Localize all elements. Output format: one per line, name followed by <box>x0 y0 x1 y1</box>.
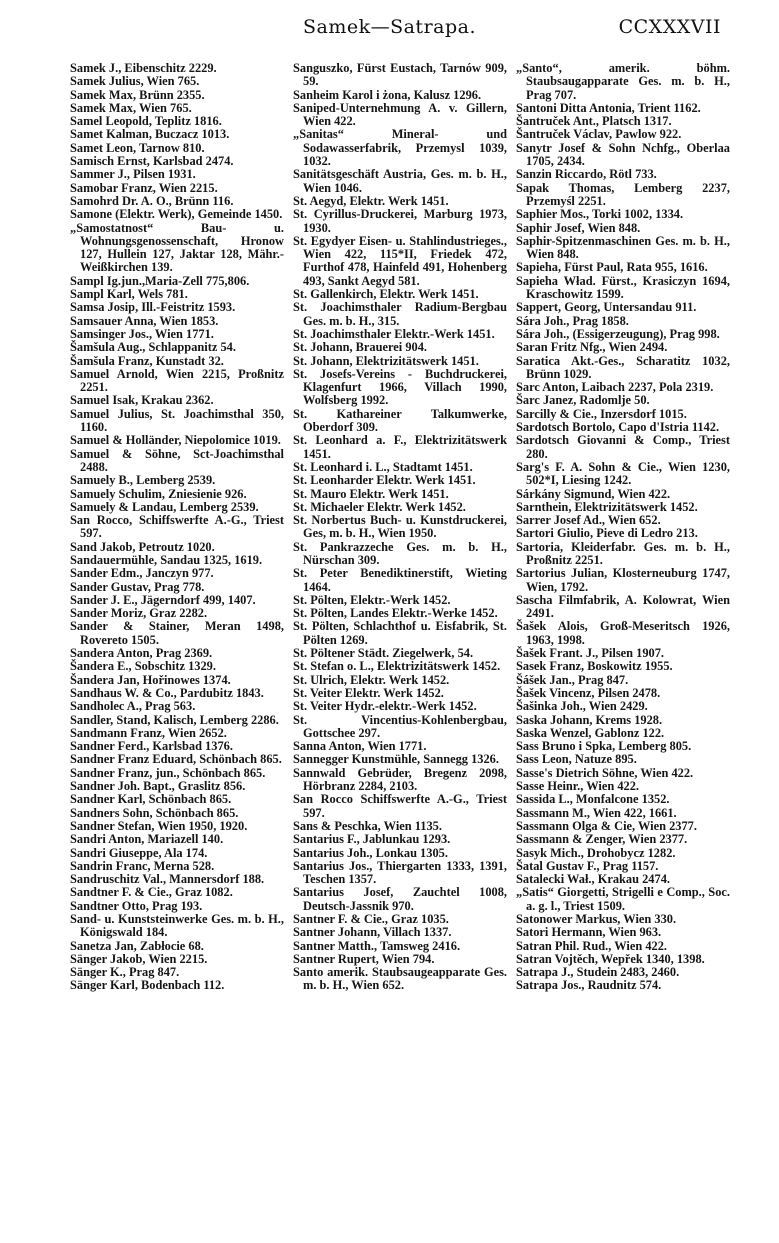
directory-entry: Satonower Markus, Wien 330. <box>516 912 677 926</box>
directory-entry: Sandri Giuseppe, Ala 174. <box>70 845 208 860</box>
directory-entry: San Rocco, Schiffswerfte A.-G., Triest 597. <box>70 513 284 541</box>
directory-entry: Sandners Sohn, Schönbach 865. <box>70 805 239 820</box>
directory-entry: Santarius Josef, Zauchtel 1008, Deutsch-Jassnik 970. <box>293 885 507 913</box>
directory-entry: Saran Fritz Nfg., Wien 2494. <box>516 340 668 355</box>
directory-entry: Santner Rupert, Wien 794. <box>293 951 435 966</box>
directory-entry: Sampl Karl, Wels 781. <box>70 287 188 302</box>
directory-entry: St. Gallenkirch, Elektr. Werk 1451. <box>293 287 479 302</box>
directory-entry: Šamšula Franz, Kunstadt 32. <box>70 353 224 368</box>
directory-entry: Sarg's F. A. Sohn & Cie., Wien 1230, 502*I, Liesing 1242. <box>516 459 730 488</box>
directory-entry: „Santo“, amerik. böhm. Staubsaugapparate Ges. m. b. H., Prag 707. <box>516 61 730 102</box>
directory-entry: Sarc Anton, Laibach 2237, Pola 2319. <box>516 380 714 395</box>
directory-entry: Šašinka Joh., Wien 2429. <box>516 699 648 714</box>
directory-entry: Satran Phil. Rud., Wien 422. <box>516 938 668 953</box>
directory-entry: Sartorius Julian, Klosterneuburg 1747, Wien, 1792. <box>516 566 730 594</box>
directory-entry: Sartori Giulio, Pieve di Ledro 213. <box>516 526 698 541</box>
directory-entry: Samohrd Dr. A. O., Brünn 116. <box>70 193 234 208</box>
directory-entry: Satrapa Jos., Raudnitz 574. <box>516 978 662 993</box>
directory-entry: Sarcilly & Cie., Inzersdorf 1015. <box>516 406 687 421</box>
directory-entry: Santo amerik. Staubsaugeapparate Ges. m. b. H., Wien 652. <box>293 965 507 993</box>
directory-entry: St. Norbertus Buch- u. Kunstdruckerei, Ges, m. b. H., Wien 1950. <box>293 513 507 541</box>
directory-entry: Sasse Heinr., Wien 422. <box>516 779 640 794</box>
directory-entry: Sandmann Franz, Wien 2652. <box>70 725 227 740</box>
directory-entry: St. Cyrillus-Druckerei, Marburg 1973, 1930. <box>293 207 507 235</box>
directory-entry: Satran Vojtěch, Wepřek 1340, 1398. <box>516 951 705 966</box>
directory-entry: St. Ulrich, Elektr. Werk 1452. <box>293 672 450 687</box>
directory-entry: Saphir-Spitzenmaschinen Ges. m. b. H., Wien 848. <box>516 233 730 262</box>
directory-entry: Santarius Jos., Thiergarten 1333, 1391, Teschen 1357. <box>293 858 507 887</box>
directory-entry: Sander Gustav, Prag 778. <box>70 579 205 594</box>
directory-entry: Sänger Karl, Bodenbach 112. <box>70 978 225 993</box>
directory-entry: Sarrer Josef Ad., Wien 652. <box>516 513 661 528</box>
directory-entry: Šamšula Aug., Schlappanitz 54. <box>70 340 236 355</box>
directory-entry: Sascha Filmfabrik, A. Kolowrat, Wien 2491. <box>516 592 730 621</box>
directory-entry: Santner Johann, Villach 1337. <box>293 925 452 940</box>
directory-entry: Sára Joh., (Essigerzeugung), Prag 998. <box>516 326 720 341</box>
directory-entry: „Satis“ Giorgetti, Strigelli e Comp., Soc. a. g. l., Triest 1509. <box>516 885 730 913</box>
directory-entry: Sassida L., Monfalcone 1352. <box>516 792 670 807</box>
directory-entry: St. Pölten, Elektr.-Werk 1452. <box>293 592 451 607</box>
directory-entry: Sandera Anton, Prag 2369. <box>70 646 213 661</box>
directory-entry: St. Mauro Elektr. Werk 1451. <box>293 486 449 501</box>
directory-entry: Sandruschitz Val., Mannersdorf 188. <box>70 872 265 887</box>
directory-entry: Sandner Karl, Schönbach 865. <box>70 792 232 807</box>
directory-entry: Šášek Jan., Prag 847. <box>516 672 629 687</box>
directory-entry: Sandner Franz, jun., Schönbach 865. <box>70 765 266 780</box>
directory-entry: Samuel Arnold, Wien 2215, Proßnitz 2251. <box>70 366 284 395</box>
directory-entry: Sandauermühle, Sandau 1325, 1619. <box>70 552 263 567</box>
column-left <box>70 62 284 1232</box>
directory-entry: Santoni Ditta Antonia, Trient 1162. <box>516 100 701 115</box>
directory-entry: Samek J., Eibenschitz 2229. <box>70 61 217 75</box>
directory-entry: Sandtner Otto, Prag 193. <box>70 898 203 913</box>
directory-entry: Sartoria, Kleiderfabr. Ges. m. b. H., Proßnitz 2251. <box>516 539 730 567</box>
directory-entry: Sand Jakob, Petroutz 1020. <box>70 539 215 554</box>
directory-entry: Sassmann & Zenger, Wien 2377. <box>516 832 688 847</box>
directory-entry: Satrapa J., Studein 2483, 2460. <box>516 965 680 980</box>
directory-entry: Santner Matth., Tamsweg 2416. <box>293 938 461 953</box>
directory-entry: Sandri Anton, Mariazell 140. <box>70 832 224 847</box>
directory-entry: Sandner Stefan, Wien 1950, 1920. <box>70 818 248 833</box>
directory-entry: St. Joachimsthaler Elektr.-Werk 1451. <box>293 326 495 341</box>
directory-entry: Sasse's Dietrich Söhne, Wien 422. <box>516 765 694 780</box>
directory-entry: Samsa Josip, Ill.-Feistritz 1593. <box>70 300 236 315</box>
directory-entry: St. Pankrazzeche Ges. m. b. H., Nürschan 309. <box>293 539 507 567</box>
directory-entry: Sardotsch Bortolo, Capo d'Istria 1142. <box>516 420 720 435</box>
directory-entry: Sannegger Kunstmühle, Sannegg 1326. <box>293 752 499 767</box>
directory-entry: Sander & Stainer, Meran 1498, Rovereto 1505. <box>70 619 284 647</box>
page-header <box>0 12 779 42</box>
directory-entry: Saska Wenzel, Gablonz 122. <box>516 725 665 740</box>
directory-entry: Sampl Ig.jun.,Maria-Zell 775,806. <box>70 273 250 288</box>
directory-entry: Samuel Julius, St. Joachimsthal 350, 1160. <box>70 406 284 435</box>
directory-entry: Satalecki Wał., Krakau 2474. <box>516 872 670 887</box>
directory-entry: St. Leonhard i. L., Stadtamt 1451. <box>293 459 473 474</box>
directory-entry: Sandner Ferd., Karlsbad 1376. <box>70 739 233 754</box>
directory-entry: Sass Bruno i Spka, Lemberg 805. <box>516 739 692 754</box>
directory-entry: St. Pöltener Städt. Ziegelwerk, 54. <box>293 646 474 661</box>
directory-entry: St. Veiter Hydr.-elektr.-Werk 1452. <box>293 699 477 714</box>
directory-entry: Šantruček Václav, Pawlow 922. <box>516 127 682 142</box>
directory-entry: Sandtner F. & Cie., Graz 1082. <box>70 885 233 900</box>
directory-entry: Šatal Gustav F., Prag 1157. <box>516 858 659 873</box>
directory-entry: Santner F. & Cie., Graz 1035. <box>293 912 449 926</box>
directory-entry: St. Kathareiner Talkumwerke, Oberdorf 309. <box>293 406 507 435</box>
directory-entry: Šašek Alois, Groß-Meseritsch 1926, 1963, 1998. <box>516 619 730 647</box>
directory-entry: San Rocco Schiffswerfte A.-G., Triest 597. <box>293 792 507 820</box>
directory-entry: Sassmann Olga & Cie, Wien 2377. <box>516 818 697 833</box>
directory-entry: Sapak Thomas, Lemberg 2237, Przemyśl 2251. <box>516 180 730 208</box>
directory-entry: Šašek Vincenz, Pilsen 2478. <box>516 685 661 700</box>
directory-entry: Sasyk Mich., Drohobycz 1282. <box>516 845 676 860</box>
directory-entry: Sasek Franz, Boskowitz 1955. <box>516 659 673 674</box>
directory-entry: Samobar Franz, Wien 2215. <box>70 180 218 195</box>
directory-entry: Sanheim Karol i żona, Kalusz 1296. <box>293 87 482 102</box>
directory-entry: Sand- u. Kunststeinwerke Ges. m. b. H., Königswald 184. <box>70 912 284 940</box>
directory-entry: Šandera E., Sobschitz 1329. <box>70 659 216 674</box>
directory-entry: „Sanitas“ Mineral- und Sodawasserfabrik, Przemysl 1039, 1032. <box>293 127 507 169</box>
directory-entry: Samuely B., Lemberg 2539. <box>70 473 216 488</box>
directory-entry: St. Michaeler Elektr. Werk 1452. <box>293 499 466 514</box>
directory-entry: Samuel & Holländer, Niepolomice 1019. <box>70 433 281 448</box>
directory-entry: Sapieha Wład. Fürst., Krasiczyn 1694, Kraschowitz 1599. <box>516 273 730 302</box>
directory-entry: Sander Edm., Janczyn 977. <box>70 566 214 581</box>
directory-entry: Samsauer Anna, Wien 1853. <box>70 313 219 328</box>
directory-entry: Sandner Joh. Bapt., Graslitz 856. <box>70 779 246 794</box>
column-right <box>516 62 730 1232</box>
directory-entry: St. Vincentius-Kohlenbergbau, Gottschee 297. <box>293 712 507 740</box>
directory-entry: „Samostatnost“ Bau- u. Wohnungsgenossenschaft, Hronow 127, Hullein 127, Jaktar 128, Mähr.-Weißkirchen 139. <box>70 220 284 275</box>
directory-entry: Satori Hermann, Wien 963. <box>516 925 662 940</box>
directory-entry: Samuel & Söhne, Sct-Joachimsthal 2488. <box>70 446 284 474</box>
directory-entry: Samek Julius, Wien 765. <box>70 74 200 89</box>
directory-entry: Samisch Ernst, Karlsbad 2474. <box>70 154 234 169</box>
directory-entry: Sardotsch Giovanni & Comp., Triest 280. <box>516 433 730 461</box>
directory-entry: Sandholec A., Prag 563. <box>70 699 196 714</box>
directory-entry: Samsinger Jos., Wien 1771. <box>70 326 214 341</box>
directory-entry: St. Joachimsthaler Radium-Bergbau Ges. m. b. H., 315. <box>293 300 507 328</box>
directory-entry: St. Peter Benediktinerstift, Wieting 1464. <box>293 566 507 594</box>
directory-entry: Sárkány Sigmund, Wien 422. <box>516 486 671 501</box>
directory-entry: Samel Leopold, Teplitz 1816. <box>70 114 222 129</box>
directory-entry: Sander Moriz, Graz 2282. <box>70 606 208 621</box>
directory-entry: Sandler, Stand, Kalisch, Lemberg 2286. <box>70 712 279 727</box>
directory-entry: Samet Kalman, Buczacz 1013. <box>70 127 230 142</box>
directory-entry: Sapieha, Fürst Paul, Rata 955, 1616. <box>516 260 708 275</box>
directory-entry: Sass Leon, Natuze 895. <box>516 752 637 767</box>
directory-entry: Saratica Akt.-Ges., Scharatitz 1032, Brünn 1029. <box>516 353 730 381</box>
directory-entry: Sandhaus W. & Co., Pardubitz 1843. <box>70 685 264 700</box>
directory-entry: Sanytr Josef & Sohn Nchfg., Oberlaa 1705, 2434. <box>516 140 730 169</box>
directory-entry: Sanguszko, Fürst Eustach, Tarnów 909, 59. <box>293 61 507 89</box>
directory-entry: Sander J. E., Jägerndorf 499, 1407. <box>70 592 256 607</box>
directory-entry: Santarius F., Jablunkau 1293. <box>293 832 451 847</box>
directory-entry: Sanetza Jan, Zabłocie 68. <box>70 938 204 953</box>
directory-entry: St. Johann, Elektrizitätswerk 1451. <box>293 353 479 368</box>
directory-entry: St. Aegyd, Elektr. Werk 1451. <box>293 193 449 208</box>
directory-entry: Samet Leon, Tarnow 810. <box>70 140 205 155</box>
directory-entry: St. Veiter Elektr. Werk 1452. <box>293 685 444 700</box>
directory-entry: Sammer J., Pilsen 1931. <box>70 167 196 182</box>
directory-entry: Šašek Frant. J., Pilsen 1907. <box>516 646 665 661</box>
directory-entry: St. Egydyer Eisen- u. Stahlindustrieges., Wien 422, 115*II, Friedek 472, Furthof 478, Hainfeld 491, Hohenberg 493, Sankt Aegyd 581. <box>293 233 507 288</box>
column-middle <box>293 62 507 1232</box>
directory-entry: Sassmann M., Wien 422, 1661. <box>516 805 677 820</box>
directory-entry: Sannwald Gebrüder, Bregenz 2098, Hörbranz 2284, 2103. <box>293 765 507 794</box>
directory-entry: Samek Max, Wien 765. <box>70 100 192 115</box>
directory-entry: St. Leonhard a. F., Elektrizitätswerk 1451. <box>293 433 507 461</box>
directory-entry: Samuely Schulim, Zniesienie 926. <box>70 486 247 501</box>
directory-entry: St. Stefan o. L., Elektrizitätswerk 1452. <box>293 659 501 674</box>
directory-entry: Samone (Elektr. Werk), Gemeinde 1450. <box>70 207 283 222</box>
directory-entry: Saska Johann, Krems 1928. <box>516 712 663 727</box>
directory-entry: Sans & Peschka, Wien 1135. <box>293 818 442 833</box>
directory-entry: Sappert, Georg, Untersandau 911. <box>516 300 697 315</box>
directory-entry: Sanzin Riccardo, Rötl 733. <box>516 167 657 182</box>
directory-entry: St. Pölten, Landes Elektr.-Werke 1452. <box>293 606 498 621</box>
page-number: CCXXXVII <box>618 16 721 38</box>
directory-entry: Šarc Janez, Radomlje 50. <box>516 393 650 408</box>
directory-entry: Šantruček Ant., Platsch 1317. <box>516 114 672 129</box>
directory-entry: Sarnthein, Elektrizitätswerk 1452. <box>516 499 698 514</box>
directory-entry: St. Josefs-Vereins - Buchdruckerei, Klagenfurt 1966, Villach 1990, Wolfsberg 1992. <box>293 366 507 408</box>
directory-entry: Sanna Anton, Wien 1771. <box>293 739 427 754</box>
page-title: Samek—Satrapa. <box>302 16 477 38</box>
directory-entry: St. Pölten, Schlachthof u. Eisfabrik, St. Pölten 1269. <box>293 619 507 647</box>
directory-entry: Saphir Josef, Wien 848. <box>516 220 641 235</box>
directory-entry: Sandner Franz Eduard, Schönbach 865. <box>70 752 282 767</box>
directory-entry: Saphier Mos., Torki 1002, 1334. <box>516 207 684 222</box>
directory-entry: Sandrin Franc, Merna 528. <box>70 858 215 873</box>
directory-entry: St. Leonharder Elektr. Werk 1451. <box>293 473 476 488</box>
directory-entry: Samuel Isak, Krakau 2362. <box>70 393 214 408</box>
directory-entry: Santarius Joh., Lonkau 1305. <box>293 845 448 860</box>
directory-entry: Sänger K., Prag 847. <box>70 965 180 980</box>
directory-entry: Samuely & Landau, Lemberg 2539. <box>70 499 259 514</box>
directory-entry: Sänger Jakob, Wien 2215. <box>70 951 208 966</box>
directory-entry: St. Johann, Brauerei 904. <box>293 340 428 355</box>
directory-entry: Sára Joh., Prag 1858. <box>516 313 629 328</box>
directory-entry: Sanitätsgeschäft Austria, Ges. m. b. H., Wien 1046. <box>293 167 507 195</box>
directory-entry: Šandera Jan, Hořinowes 1374. <box>70 672 231 687</box>
directory-entry: Samek Max, Brünn 2355. <box>70 87 205 102</box>
directory-columns <box>70 62 730 1232</box>
directory-entry: Saniped-Unternehmung A. v. Gillern, Wien 422. <box>293 100 507 129</box>
